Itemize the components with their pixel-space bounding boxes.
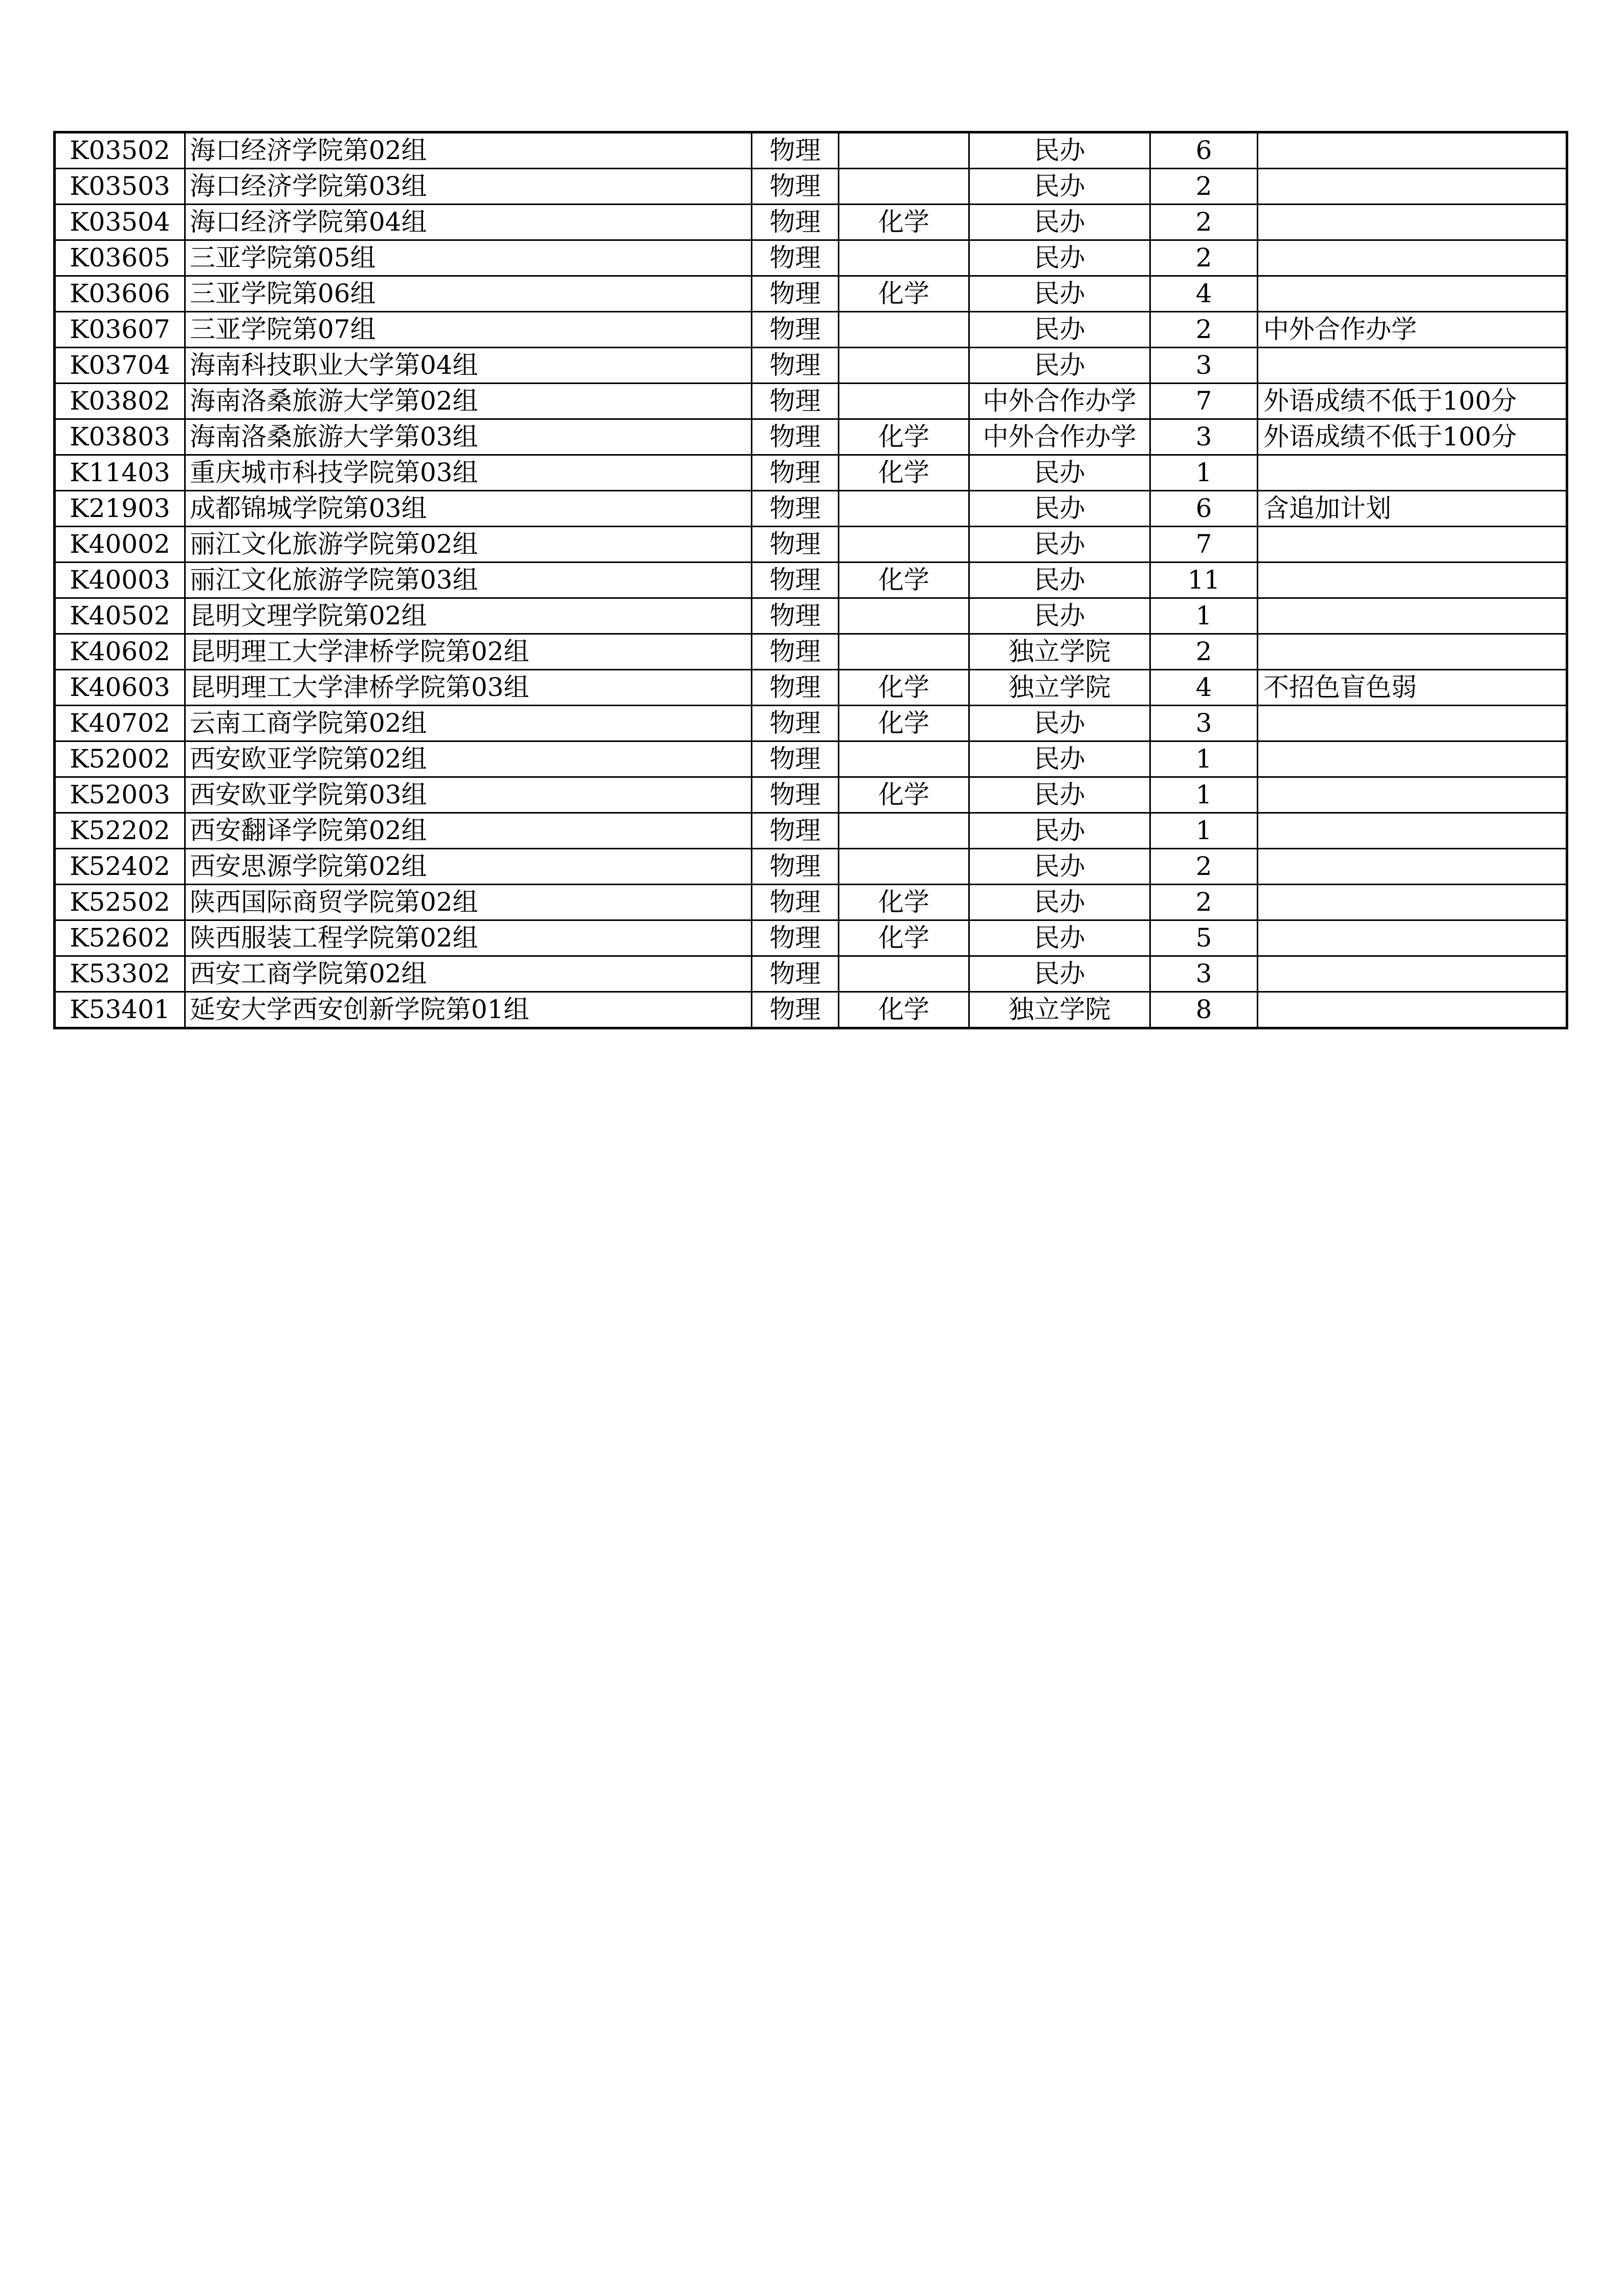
- note-cell: [1258, 777, 1567, 813]
- first-subject-cell: 物理: [752, 169, 839, 205]
- first-subject-cell: 物理: [752, 562, 839, 598]
- group-code-cell: K40003: [55, 562, 185, 598]
- first-subject-cell: 物理: [752, 205, 839, 240]
- group-code-cell: K52002: [55, 741, 185, 777]
- admission-plan-table: [53, 131, 1568, 1029]
- plan-count-cell: 1: [1150, 777, 1258, 813]
- plan-count-cell: 1: [1150, 741, 1258, 777]
- first-subject-cell: 物理: [752, 384, 839, 419]
- group-name-cell: 延安大学西安创新学院第01组: [185, 992, 752, 1028]
- first-subject-cell: 物理: [752, 706, 839, 741]
- group-name-cell: 丽江文化旅游学院第02组: [185, 527, 752, 562]
- group-name-cell: 重庆城市科技学院第03组: [185, 455, 752, 491]
- group-code-cell: K52402: [55, 849, 185, 885]
- first-subject-cell: 物理: [752, 634, 839, 670]
- first-subject-cell: 物理: [752, 455, 839, 491]
- school-type-cell: 中外合作办学: [969, 384, 1150, 419]
- table-row: [55, 276, 1567, 312]
- group-code-cell: K40602: [55, 634, 185, 670]
- group-name-cell: 三亚学院第05组: [185, 240, 752, 276]
- school-type-cell: 民办: [969, 276, 1150, 312]
- group-code-cell: K03802: [55, 384, 185, 419]
- plan-count-cell: 2: [1150, 312, 1258, 348]
- school-type-cell: 民办: [969, 348, 1150, 384]
- table-row: [55, 634, 1567, 670]
- second-subject-cell: 化学: [839, 706, 969, 741]
- second-subject-cell: [839, 849, 969, 885]
- first-subject-cell: 物理: [752, 419, 839, 455]
- group-code-cell: K03605: [55, 240, 185, 276]
- plan-count-cell: 2: [1150, 169, 1258, 205]
- first-subject-cell: 物理: [752, 240, 839, 276]
- table-row: [55, 240, 1567, 276]
- second-subject-cell: [839, 598, 969, 634]
- first-subject-cell: 物理: [752, 132, 839, 169]
- first-subject-cell: 物理: [752, 920, 839, 956]
- group-name-cell: 云南工商学院第02组: [185, 706, 752, 741]
- note-cell: [1258, 706, 1567, 741]
- table-body: [55, 132, 1567, 1028]
- table-row: [55, 384, 1567, 419]
- note-cell: [1258, 885, 1567, 920]
- group-code-cell: K52602: [55, 920, 185, 956]
- table-row: [55, 992, 1567, 1028]
- first-subject-cell: 物理: [752, 491, 839, 527]
- second-subject-cell: [839, 312, 969, 348]
- second-subject-cell: 化学: [839, 276, 969, 312]
- second-subject-cell: 化学: [839, 562, 969, 598]
- table-row: [55, 455, 1567, 491]
- plan-count-cell: 2: [1150, 849, 1258, 885]
- school-type-cell: 民办: [969, 706, 1150, 741]
- plan-count-cell: 2: [1150, 885, 1258, 920]
- group-code-cell: K40502: [55, 598, 185, 634]
- plan-count-cell: 6: [1150, 132, 1258, 169]
- group-name-cell: 昆明文理学院第02组: [185, 598, 752, 634]
- plan-count-cell: 1: [1150, 813, 1258, 849]
- group-name-cell: 海南科技职业大学第04组: [185, 348, 752, 384]
- note-cell: [1258, 527, 1567, 562]
- note-cell: [1258, 920, 1567, 956]
- group-name-cell: 昆明理工大学津桥学院第03组: [185, 670, 752, 706]
- group-name-cell: 海南洛桑旅游大学第03组: [185, 419, 752, 455]
- note-cell: 外语成绩不低于100分: [1258, 384, 1567, 419]
- table-row: [55, 312, 1567, 348]
- group-name-cell: 陕西服装工程学院第02组: [185, 920, 752, 956]
- school-type-cell: 民办: [969, 813, 1150, 849]
- school-type-cell: 民办: [969, 956, 1150, 992]
- group-code-cell: K40603: [55, 670, 185, 706]
- table-row: [55, 706, 1567, 741]
- group-name-cell: 三亚学院第07组: [185, 312, 752, 348]
- table-row: [55, 777, 1567, 813]
- note-cell: [1258, 132, 1567, 169]
- group-code-cell: K03504: [55, 205, 185, 240]
- group-name-cell: 海口经济学院第03组: [185, 169, 752, 205]
- note-cell: [1258, 598, 1567, 634]
- school-type-cell: 独立学院: [969, 670, 1150, 706]
- second-subject-cell: [839, 132, 969, 169]
- plan-count-cell: 3: [1150, 348, 1258, 384]
- second-subject-cell: [839, 491, 969, 527]
- first-subject-cell: 物理: [752, 956, 839, 992]
- group-name-cell: 成都锦城学院第03组: [185, 491, 752, 527]
- note-cell: [1258, 455, 1567, 491]
- second-subject-cell: 化学: [839, 992, 969, 1028]
- group-code-cell: K11403: [55, 455, 185, 491]
- group-name-cell: 海口经济学院第04组: [185, 205, 752, 240]
- table-row: [55, 741, 1567, 777]
- note-cell: 不招色盲色弱: [1258, 670, 1567, 706]
- first-subject-cell: 物理: [752, 777, 839, 813]
- school-type-cell: 民办: [969, 455, 1150, 491]
- group-code-cell: K40702: [55, 706, 185, 741]
- first-subject-cell: 物理: [752, 849, 839, 885]
- note-cell: [1258, 813, 1567, 849]
- first-subject-cell: 物理: [752, 741, 839, 777]
- table-row: [55, 491, 1567, 527]
- school-type-cell: 民办: [969, 777, 1150, 813]
- note-cell: [1258, 992, 1567, 1028]
- plan-count-cell: 3: [1150, 956, 1258, 992]
- note-cell: [1258, 741, 1567, 777]
- group-code-cell: K03607: [55, 312, 185, 348]
- note-cell: 中外合作办学: [1258, 312, 1567, 348]
- plan-count-cell: 7: [1150, 527, 1258, 562]
- plan-count-cell: 1: [1150, 598, 1258, 634]
- group-name-cell: 丽江文化旅游学院第03组: [185, 562, 752, 598]
- table-row: [55, 670, 1567, 706]
- second-subject-cell: 化学: [839, 205, 969, 240]
- plan-count-cell: 4: [1150, 276, 1258, 312]
- plan-count-cell: 3: [1150, 419, 1258, 455]
- school-type-cell: 民办: [969, 312, 1150, 348]
- group-name-cell: 西安工商学院第02组: [185, 956, 752, 992]
- plan-count-cell: 3: [1150, 706, 1258, 741]
- second-subject-cell: 化学: [839, 419, 969, 455]
- table-row: [55, 132, 1567, 169]
- plan-count-cell: 2: [1150, 240, 1258, 276]
- school-type-cell: 民办: [969, 598, 1150, 634]
- second-subject-cell: [839, 741, 969, 777]
- table-row: [55, 419, 1567, 455]
- second-subject-cell: [839, 956, 969, 992]
- first-subject-cell: 物理: [752, 527, 839, 562]
- school-type-cell: 民办: [969, 741, 1150, 777]
- table-row: [55, 920, 1567, 956]
- school-type-cell: 民办: [969, 527, 1150, 562]
- group-code-cell: K52202: [55, 813, 185, 849]
- plan-count-cell: 2: [1150, 634, 1258, 670]
- first-subject-cell: 物理: [752, 992, 839, 1028]
- note-cell: 外语成绩不低于100分: [1258, 419, 1567, 455]
- school-type-cell: 民办: [969, 849, 1150, 885]
- group-name-cell: 三亚学院第06组: [185, 276, 752, 312]
- first-subject-cell: 物理: [752, 670, 839, 706]
- second-subject-cell: 化学: [839, 455, 969, 491]
- second-subject-cell: 化学: [839, 920, 969, 956]
- school-type-cell: 民办: [969, 491, 1150, 527]
- group-name-cell: 西安翻译学院第02组: [185, 813, 752, 849]
- group-code-cell: K40002: [55, 527, 185, 562]
- note-cell: [1258, 956, 1567, 992]
- group-code-cell: K21903: [55, 491, 185, 527]
- note-cell: 含追加计划: [1258, 491, 1567, 527]
- table-row: [55, 813, 1567, 849]
- school-type-cell: 独立学院: [969, 634, 1150, 670]
- plan-count-cell: 1: [1150, 455, 1258, 491]
- plan-count-cell: 7: [1150, 384, 1258, 419]
- school-type-cell: 民办: [969, 169, 1150, 205]
- note-cell: [1258, 240, 1567, 276]
- group-code-cell: K52502: [55, 885, 185, 920]
- group-code-cell: K53302: [55, 956, 185, 992]
- table-row: [55, 527, 1567, 562]
- group-name-cell: 西安欧亚学院第03组: [185, 777, 752, 813]
- first-subject-cell: 物理: [752, 348, 839, 384]
- note-cell: [1258, 205, 1567, 240]
- group-code-cell: K52003: [55, 777, 185, 813]
- school-type-cell: 中外合作办学: [969, 419, 1150, 455]
- plan-count-cell: 2: [1150, 205, 1258, 240]
- plan-count-cell: 5: [1150, 920, 1258, 956]
- first-subject-cell: 物理: [752, 813, 839, 849]
- plan-count-cell: 6: [1150, 491, 1258, 527]
- plan-count-cell: 11: [1150, 562, 1258, 598]
- first-subject-cell: 物理: [752, 885, 839, 920]
- group-code-cell: K03803: [55, 419, 185, 455]
- plan-count-cell: 4: [1150, 670, 1258, 706]
- school-type-cell: 独立学院: [969, 992, 1150, 1028]
- first-subject-cell: 物理: [752, 312, 839, 348]
- school-type-cell: 民办: [969, 205, 1150, 240]
- second-subject-cell: [839, 240, 969, 276]
- second-subject-cell: [839, 169, 969, 205]
- note-cell: [1258, 276, 1567, 312]
- school-type-cell: 民办: [969, 920, 1150, 956]
- table-row: [55, 562, 1567, 598]
- note-cell: [1258, 562, 1567, 598]
- plan-count-cell: 8: [1150, 992, 1258, 1028]
- table-row: [55, 169, 1567, 205]
- table-row: [55, 598, 1567, 634]
- second-subject-cell: 化学: [839, 885, 969, 920]
- second-subject-cell: [839, 348, 969, 384]
- second-subject-cell: 化学: [839, 670, 969, 706]
- second-subject-cell: [839, 384, 969, 419]
- table-row: [55, 348, 1567, 384]
- first-subject-cell: 物理: [752, 598, 839, 634]
- group-name-cell: 陕西国际商贸学院第02组: [185, 885, 752, 920]
- group-code-cell: K03502: [55, 132, 185, 169]
- second-subject-cell: [839, 634, 969, 670]
- table-row: [55, 956, 1567, 992]
- school-type-cell: 民办: [969, 132, 1150, 169]
- group-code-cell: K53401: [55, 992, 185, 1028]
- second-subject-cell: [839, 813, 969, 849]
- note-cell: [1258, 849, 1567, 885]
- table-row: [55, 885, 1567, 920]
- first-subject-cell: 物理: [752, 276, 839, 312]
- school-type-cell: 民办: [969, 240, 1150, 276]
- school-type-cell: 民办: [969, 885, 1150, 920]
- group-name-cell: 海口经济学院第02组: [185, 132, 752, 169]
- table-row: [55, 205, 1567, 240]
- table-row: [55, 849, 1567, 885]
- group-name-cell: 昆明理工大学津桥学院第02组: [185, 634, 752, 670]
- note-cell: [1258, 169, 1567, 205]
- group-code-cell: K03503: [55, 169, 185, 205]
- second-subject-cell: [839, 527, 969, 562]
- group-code-cell: K03704: [55, 348, 185, 384]
- note-cell: [1258, 348, 1567, 384]
- second-subject-cell: 化学: [839, 777, 969, 813]
- group-name-cell: 海南洛桑旅游大学第02组: [185, 384, 752, 419]
- group-name-cell: 西安欧亚学院第02组: [185, 741, 752, 777]
- school-type-cell: 民办: [969, 562, 1150, 598]
- group-code-cell: K03606: [55, 276, 185, 312]
- group-name-cell: 西安思源学院第02组: [185, 849, 752, 885]
- note-cell: [1258, 634, 1567, 670]
